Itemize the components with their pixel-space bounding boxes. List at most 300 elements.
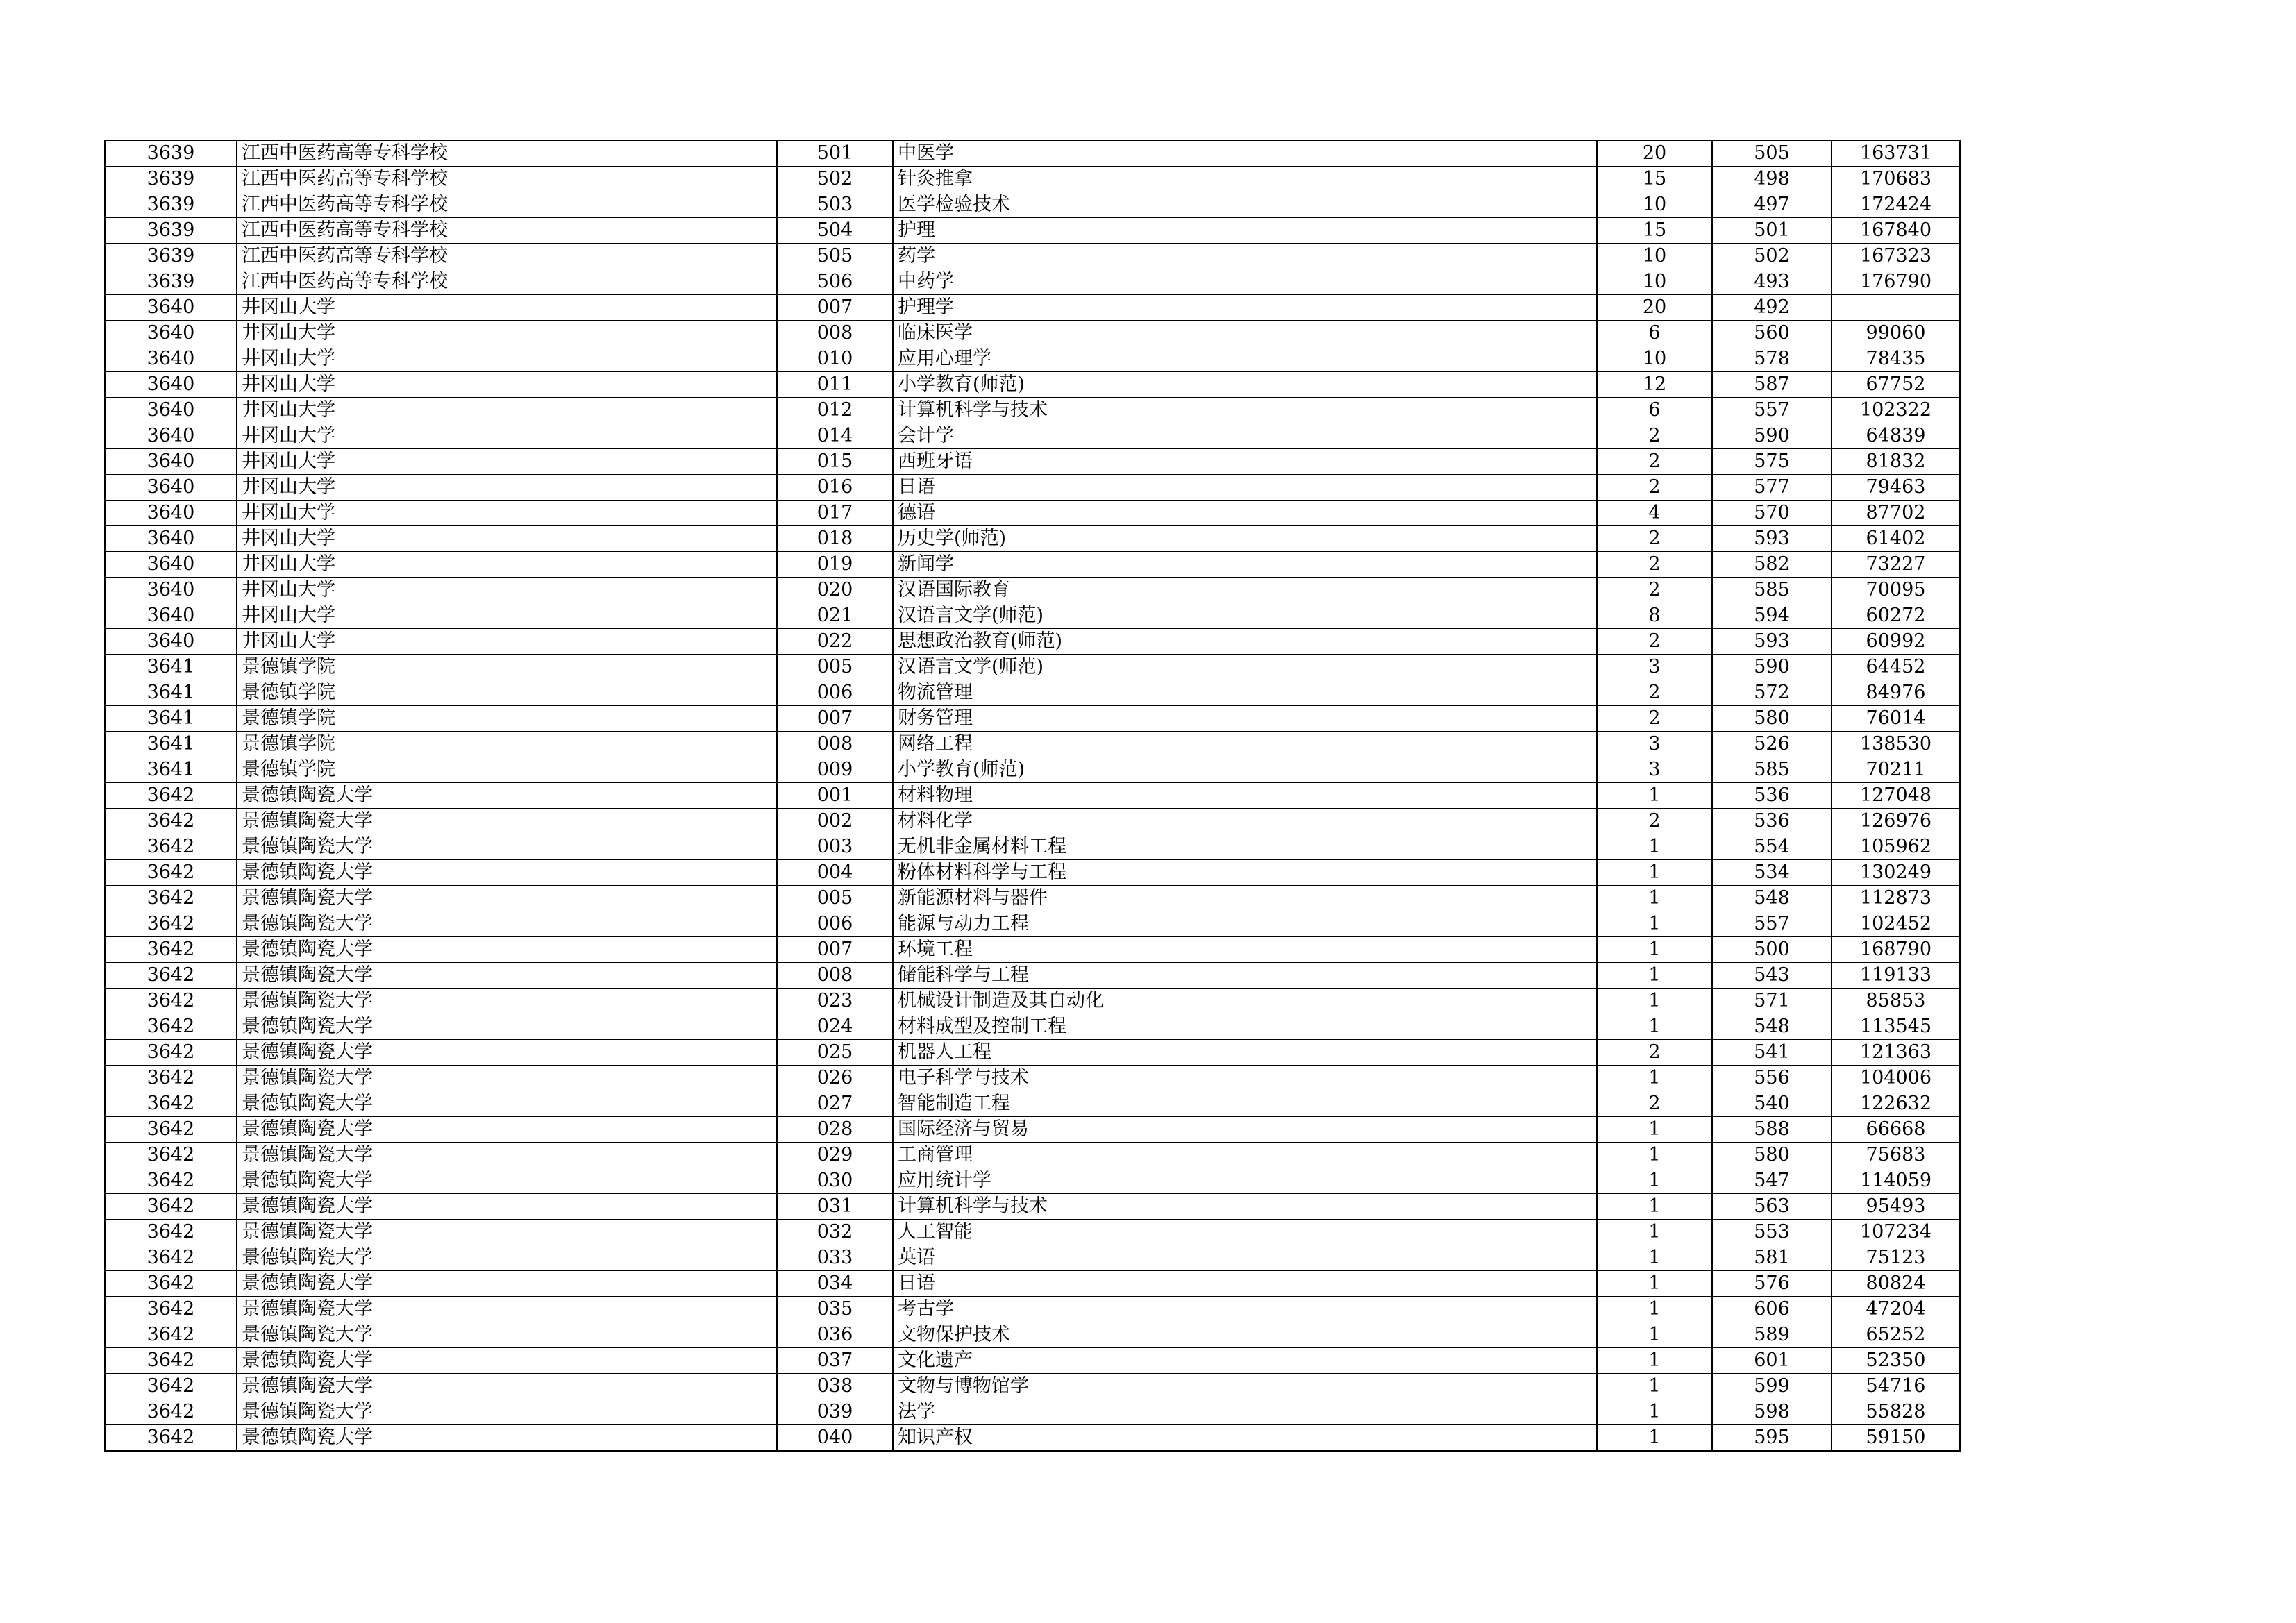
major-code-cell: 022: [777, 629, 893, 655]
major-code-cell: 014: [777, 423, 893, 449]
min-rank-cell: 47204: [1832, 1297, 1960, 1322]
school-name-cell: 景德镇陶瓷大学: [237, 1374, 777, 1399]
major-name-cell: 药学: [893, 244, 1597, 269]
major-name-cell: 汉语言文学(师范): [893, 603, 1597, 629]
table-row: [105, 603, 1960, 629]
school-code-cell: 3642: [105, 1271, 237, 1297]
major-code-cell: 012: [777, 398, 893, 423]
school-name-cell: 井冈山大学: [237, 501, 777, 526]
min-rank-cell: 64839: [1832, 423, 1960, 449]
school-code-cell: 3639: [105, 167, 237, 192]
major-code-cell: 501: [777, 140, 893, 167]
major-code-cell: 008: [777, 963, 893, 989]
major-code-cell: 007: [777, 706, 893, 732]
table-row: [105, 886, 1960, 911]
major-name-cell: 财务管理: [893, 706, 1597, 732]
min-rank-cell: 105962: [1832, 834, 1960, 860]
table-row: [105, 398, 1960, 423]
min-rank-cell: 167323: [1832, 244, 1960, 269]
plan-count-cell: 1: [1597, 1271, 1712, 1297]
min-rank-cell: 112873: [1832, 886, 1960, 911]
school-name-cell: 景德镇陶瓷大学: [237, 783, 777, 809]
major-code-cell: 015: [777, 449, 893, 475]
school-code-cell: 3639: [105, 218, 237, 244]
major-name-cell: 计算机科学与技术: [893, 1194, 1597, 1220]
major-name-cell: 粉体材料科学与工程: [893, 860, 1597, 886]
school-code-cell: 3642: [105, 1374, 237, 1399]
school-code-cell: 3641: [105, 706, 237, 732]
major-code-cell: 004: [777, 860, 893, 886]
major-name-cell: 考古学: [893, 1297, 1597, 1322]
school-name-cell: 江西中医药高等专科学校: [237, 140, 777, 167]
major-code-cell: 039: [777, 1399, 893, 1425]
major-code-cell: 002: [777, 809, 893, 834]
min-score-cell: 576: [1712, 1271, 1832, 1297]
plan-count-cell: 1: [1597, 1425, 1712, 1452]
min-rank-cell: 114059: [1832, 1168, 1960, 1194]
min-score-cell: 493: [1712, 269, 1832, 295]
plan-count-cell: 20: [1597, 140, 1712, 167]
major-name-cell: 护理: [893, 218, 1597, 244]
table-row: [105, 680, 1960, 706]
major-code-cell: 033: [777, 1245, 893, 1271]
major-code-cell: 036: [777, 1322, 893, 1348]
plan-count-cell: 3: [1597, 757, 1712, 783]
major-name-cell: 应用心理学: [893, 346, 1597, 372]
min-score-cell: 606: [1712, 1297, 1832, 1322]
school-name-cell: 景德镇陶瓷大学: [237, 911, 777, 937]
table-row: [105, 1348, 1960, 1374]
school-name-cell: 景德镇陶瓷大学: [237, 1425, 777, 1452]
school-name-cell: 景德镇陶瓷大学: [237, 860, 777, 886]
school-code-cell: 3642: [105, 963, 237, 989]
table-row: [105, 244, 1960, 269]
major-code-cell: 009: [777, 757, 893, 783]
school-code-cell: 3642: [105, 1040, 237, 1066]
table-row: [105, 1245, 1960, 1271]
table-row: [105, 1143, 1960, 1168]
plan-count-cell: 10: [1597, 269, 1712, 295]
table-row: [105, 1091, 1960, 1117]
plan-count-cell: 2: [1597, 706, 1712, 732]
table-row: [105, 295, 1960, 321]
plan-count-cell: 2: [1597, 1040, 1712, 1066]
min-rank-cell: 54716: [1832, 1374, 1960, 1399]
min-rank-cell: 130249: [1832, 860, 1960, 886]
table-row: [105, 423, 1960, 449]
table-row: [105, 1066, 1960, 1091]
major-name-cell: 文化遗产: [893, 1348, 1597, 1374]
school-code-cell: 3640: [105, 346, 237, 372]
major-name-cell: 新能源材料与器件: [893, 886, 1597, 911]
plan-count-cell: 20: [1597, 295, 1712, 321]
plan-count-cell: 1: [1597, 783, 1712, 809]
major-code-cell: 011: [777, 372, 893, 398]
school-name-cell: 景德镇学院: [237, 655, 777, 680]
major-code-cell: 016: [777, 475, 893, 501]
school-code-cell: 3642: [105, 1399, 237, 1425]
plan-count-cell: 2: [1597, 449, 1712, 475]
school-name-cell: 井冈山大学: [237, 449, 777, 475]
school-name-cell: 景德镇陶瓷大学: [237, 1194, 777, 1220]
plan-count-cell: 2: [1597, 809, 1712, 834]
plan-count-cell: 10: [1597, 346, 1712, 372]
major-name-cell: 智能制造工程: [893, 1091, 1597, 1117]
major-code-cell: 006: [777, 911, 893, 937]
table-row: [105, 1014, 1960, 1040]
school-name-cell: 井冈山大学: [237, 372, 777, 398]
school-code-cell: 3640: [105, 526, 237, 552]
plan-count-cell: 1: [1597, 989, 1712, 1014]
min-score-cell: 536: [1712, 783, 1832, 809]
min-rank-cell: 84976: [1832, 680, 1960, 706]
school-code-cell: 3642: [105, 911, 237, 937]
major-name-cell: 新闻学: [893, 552, 1597, 578]
school-name-cell: 景德镇陶瓷大学: [237, 1143, 777, 1168]
major-code-cell: 032: [777, 1220, 893, 1245]
min-score-cell: 563: [1712, 1194, 1832, 1220]
major-name-cell: 西班牙语: [893, 449, 1597, 475]
min-rank-cell: 102322: [1832, 398, 1960, 423]
school-code-cell: 3640: [105, 398, 237, 423]
major-code-cell: 024: [777, 1014, 893, 1040]
table-row: [105, 809, 1960, 834]
major-code-cell: 010: [777, 346, 893, 372]
min-rank-cell: 167840: [1832, 218, 1960, 244]
school-code-cell: 3641: [105, 732, 237, 757]
min-rank-cell: 79463: [1832, 475, 1960, 501]
table-row: [105, 1168, 1960, 1194]
school-code-cell: 3642: [105, 1220, 237, 1245]
plan-count-cell: 1: [1597, 1143, 1712, 1168]
table-row: [105, 937, 1960, 963]
school-code-cell: 3640: [105, 552, 237, 578]
school-name-cell: 景德镇学院: [237, 680, 777, 706]
min-score-cell: 593: [1712, 629, 1832, 655]
min-score-cell: 526: [1712, 732, 1832, 757]
min-score-cell: 534: [1712, 860, 1832, 886]
major-code-cell: 023: [777, 989, 893, 1014]
major-name-cell: 英语: [893, 1245, 1597, 1271]
min-score-cell: 580: [1712, 1143, 1832, 1168]
min-score-cell: 557: [1712, 911, 1832, 937]
school-name-cell: 江西中医药高等专科学校: [237, 269, 777, 295]
major-name-cell: 历史学(师范): [893, 526, 1597, 552]
min-score-cell: 590: [1712, 423, 1832, 449]
school-code-cell: 3642: [105, 809, 237, 834]
plan-count-cell: 15: [1597, 167, 1712, 192]
table-row: [105, 1220, 1960, 1245]
school-code-cell: 3642: [105, 1091, 237, 1117]
major-code-cell: 031: [777, 1194, 893, 1220]
school-code-cell: 3639: [105, 244, 237, 269]
plan-count-cell: 3: [1597, 655, 1712, 680]
major-name-cell: 文物与博物馆学: [893, 1374, 1597, 1399]
min-score-cell: 501: [1712, 218, 1832, 244]
min-rank-cell: 78435: [1832, 346, 1960, 372]
table-row: [105, 732, 1960, 757]
min-rank-cell: 59150: [1832, 1425, 1960, 1452]
plan-count-cell: 6: [1597, 321, 1712, 346]
plan-count-cell: 2: [1597, 475, 1712, 501]
table-row: [105, 1117, 1960, 1143]
plan-count-cell: 1: [1597, 1399, 1712, 1425]
table-row: [105, 475, 1960, 501]
major-name-cell: 汉语言文学(师范): [893, 655, 1597, 680]
table-row: [105, 1194, 1960, 1220]
school-code-cell: 3639: [105, 192, 237, 218]
school-name-cell: 江西中医药高等专科学校: [237, 244, 777, 269]
major-code-cell: 027: [777, 1091, 893, 1117]
min-score-cell: 547: [1712, 1168, 1832, 1194]
school-code-cell: 3640: [105, 321, 237, 346]
major-name-cell: 材料化学: [893, 809, 1597, 834]
major-name-cell: 人工智能: [893, 1220, 1597, 1245]
school-name-cell: 景德镇陶瓷大学: [237, 1168, 777, 1194]
major-code-cell: 018: [777, 526, 893, 552]
school-name-cell: 景德镇陶瓷大学: [237, 1399, 777, 1425]
min-rank-cell: 60992: [1832, 629, 1960, 655]
school-name-cell: 景德镇学院: [237, 757, 777, 783]
school-code-cell: 3640: [105, 629, 237, 655]
min-score-cell: 582: [1712, 552, 1832, 578]
min-score-cell: 587: [1712, 372, 1832, 398]
school-code-cell: 3642: [105, 1322, 237, 1348]
table-row: [105, 578, 1960, 603]
major-code-cell: 019: [777, 552, 893, 578]
school-name-cell: 景德镇陶瓷大学: [237, 1245, 777, 1271]
min-rank-cell: 66668: [1832, 1117, 1960, 1143]
school-code-cell: 3642: [105, 989, 237, 1014]
min-score-cell: 536: [1712, 809, 1832, 834]
min-rank-cell: 104006: [1832, 1066, 1960, 1091]
table-row: [105, 834, 1960, 860]
school-code-cell: 3642: [105, 1245, 237, 1271]
table-row: [105, 1399, 1960, 1425]
min-score-cell: 594: [1712, 603, 1832, 629]
school-code-cell: 3640: [105, 295, 237, 321]
min-score-cell: 553: [1712, 1220, 1832, 1245]
school-name-cell: 景德镇陶瓷大学: [237, 1066, 777, 1091]
school-name-cell: 井冈山大学: [237, 398, 777, 423]
min-score-cell: 590: [1712, 655, 1832, 680]
major-name-cell: 机器人工程: [893, 1040, 1597, 1066]
school-code-cell: 3640: [105, 603, 237, 629]
major-code-cell: 040: [777, 1425, 893, 1452]
min-rank-cell: 52350: [1832, 1348, 1960, 1374]
table-row: [105, 218, 1960, 244]
school-name-cell: 景德镇学院: [237, 732, 777, 757]
plan-count-cell: 10: [1597, 244, 1712, 269]
major-code-cell: 502: [777, 167, 893, 192]
plan-count-cell: 1: [1597, 1168, 1712, 1194]
school-name-cell: 井冈山大学: [237, 603, 777, 629]
major-name-cell: 知识产权: [893, 1425, 1597, 1452]
plan-count-cell: 1: [1597, 963, 1712, 989]
major-code-cell: 034: [777, 1271, 893, 1297]
plan-count-cell: 1: [1597, 1194, 1712, 1220]
plan-count-cell: 1: [1597, 1297, 1712, 1322]
school-name-cell: 井冈山大学: [237, 321, 777, 346]
plan-count-cell: 1: [1597, 937, 1712, 963]
major-code-cell: 025: [777, 1040, 893, 1066]
min-score-cell: 588: [1712, 1117, 1832, 1143]
school-name-cell: 景德镇学院: [237, 706, 777, 732]
min-rank-cell: 81832: [1832, 449, 1960, 475]
plan-count-cell: 1: [1597, 1066, 1712, 1091]
table-row: [105, 501, 1960, 526]
min-rank-cell: 95493: [1832, 1194, 1960, 1220]
school-name-cell: 江西中医药高等专科学校: [237, 167, 777, 192]
major-code-cell: 028: [777, 1117, 893, 1143]
major-name-cell: 工商管理: [893, 1143, 1597, 1168]
min-score-cell: 554: [1712, 834, 1832, 860]
major-name-cell: 网络工程: [893, 732, 1597, 757]
plan-count-cell: 1: [1597, 1245, 1712, 1271]
major-code-cell: 008: [777, 732, 893, 757]
school-code-cell: 3642: [105, 1297, 237, 1322]
plan-count-cell: 8: [1597, 603, 1712, 629]
major-name-cell: 国际经济与贸易: [893, 1117, 1597, 1143]
min-rank-cell: 170683: [1832, 167, 1960, 192]
major-name-cell: 小学教育(师范): [893, 372, 1597, 398]
major-name-cell: 汉语国际教育: [893, 578, 1597, 603]
admission-table: [104, 140, 1961, 1452]
min-rank-cell: 163731: [1832, 140, 1960, 167]
school-code-cell: 3640: [105, 449, 237, 475]
table-row: [105, 1040, 1960, 1066]
school-code-cell: 3642: [105, 783, 237, 809]
min-rank-cell: 70095: [1832, 578, 1960, 603]
min-score-cell: 570: [1712, 501, 1832, 526]
major-name-cell: 计算机科学与技术: [893, 398, 1597, 423]
plan-count-cell: 2: [1597, 423, 1712, 449]
plan-count-cell: 1: [1597, 886, 1712, 911]
school-code-cell: 3640: [105, 372, 237, 398]
major-code-cell: 504: [777, 218, 893, 244]
major-name-cell: 储能科学与工程: [893, 963, 1597, 989]
major-code-cell: 026: [777, 1066, 893, 1091]
major-name-cell: 护理学: [893, 295, 1597, 321]
major-name-cell: 机械设计制造及其自动化: [893, 989, 1597, 1014]
major-name-cell: 思想政治教育(师范): [893, 629, 1597, 655]
major-code-cell: 029: [777, 1143, 893, 1168]
major-name-cell: 无机非金属材料工程: [893, 834, 1597, 860]
school-code-cell: 3642: [105, 834, 237, 860]
school-code-cell: 3641: [105, 680, 237, 706]
min-score-cell: 599: [1712, 1374, 1832, 1399]
school-name-cell: 井冈山大学: [237, 346, 777, 372]
min-score-cell: 543: [1712, 963, 1832, 989]
school-name-cell: 井冈山大学: [237, 578, 777, 603]
plan-count-cell: 15: [1597, 218, 1712, 244]
school-name-cell: 景德镇陶瓷大学: [237, 1014, 777, 1040]
table-row: [105, 526, 1960, 552]
plan-count-cell: 2: [1597, 680, 1712, 706]
major-code-cell: 005: [777, 886, 893, 911]
table-row: [105, 192, 1960, 218]
table-row: [105, 140, 1960, 167]
table-row: [105, 1322, 1960, 1348]
school-name-cell: 井冈山大学: [237, 552, 777, 578]
min-rank-cell: 121363: [1832, 1040, 1960, 1066]
school-name-cell: 景德镇陶瓷大学: [237, 1117, 777, 1143]
plan-count-cell: 1: [1597, 1348, 1712, 1374]
school-name-cell: 景德镇陶瓷大学: [237, 834, 777, 860]
major-name-cell: 医学检验技术: [893, 192, 1597, 218]
plan-count-cell: 3: [1597, 732, 1712, 757]
school-code-cell: 3642: [105, 1194, 237, 1220]
table-row: [105, 449, 1960, 475]
school-name-cell: 井冈山大学: [237, 475, 777, 501]
min-rank-cell: 99060: [1832, 321, 1960, 346]
min-rank-cell: 172424: [1832, 192, 1960, 218]
school-name-cell: 景德镇陶瓷大学: [237, 1322, 777, 1348]
major-code-cell: 021: [777, 603, 893, 629]
plan-count-cell: 4: [1597, 501, 1712, 526]
major-code-cell: 020: [777, 578, 893, 603]
school-name-cell: 江西中医药高等专科学校: [237, 192, 777, 218]
min-rank-cell: 75123: [1832, 1245, 1960, 1271]
school-code-cell: 3640: [105, 423, 237, 449]
school-code-cell: 3642: [105, 1117, 237, 1143]
table-row: [105, 321, 1960, 346]
table-row: [105, 1425, 1960, 1452]
table-row: [105, 963, 1960, 989]
school-name-cell: 景德镇陶瓷大学: [237, 1040, 777, 1066]
major-name-cell: 物流管理: [893, 680, 1597, 706]
plan-count-cell: 2: [1597, 552, 1712, 578]
table-row: [105, 706, 1960, 732]
min-score-cell: 492: [1712, 295, 1832, 321]
plan-count-cell: 1: [1597, 911, 1712, 937]
min-rank-cell: 64452: [1832, 655, 1960, 680]
table-row: [105, 372, 1960, 398]
min-rank-cell: 76014: [1832, 706, 1960, 732]
min-rank-cell: 67752: [1832, 372, 1960, 398]
school-code-cell: 3642: [105, 886, 237, 911]
table-row: [105, 629, 1960, 655]
min-rank-cell: 73227: [1832, 552, 1960, 578]
plan-count-cell: 1: [1597, 1322, 1712, 1348]
min-rank-cell: 126976: [1832, 809, 1960, 834]
major-name-cell: 能源与动力工程: [893, 911, 1597, 937]
min-score-cell: 581: [1712, 1245, 1832, 1271]
min-score-cell: 578: [1712, 346, 1832, 372]
min-score-cell: 572: [1712, 680, 1832, 706]
school-code-cell: 3642: [105, 1168, 237, 1194]
table-row: [105, 1374, 1960, 1399]
school-code-cell: 3640: [105, 475, 237, 501]
major-code-cell: 038: [777, 1374, 893, 1399]
table-row: [105, 860, 1960, 886]
table-row: [105, 911, 1960, 937]
school-code-cell: 3641: [105, 655, 237, 680]
min-score-cell: 589: [1712, 1322, 1832, 1348]
min-rank-cell: 107234: [1832, 1220, 1960, 1245]
plan-count-cell: 1: [1597, 860, 1712, 886]
major-code-cell: 503: [777, 192, 893, 218]
min-rank-cell: 102452: [1832, 911, 1960, 937]
table-row: [105, 1297, 1960, 1322]
school-name-cell: 景德镇陶瓷大学: [237, 989, 777, 1014]
major-code-cell: 505: [777, 244, 893, 269]
major-name-cell: 应用统计学: [893, 1168, 1597, 1194]
school-name-cell: 景德镇陶瓷大学: [237, 1220, 777, 1245]
major-code-cell: 006: [777, 680, 893, 706]
min-score-cell: 497: [1712, 192, 1832, 218]
min-rank-cell: 65252: [1832, 1322, 1960, 1348]
